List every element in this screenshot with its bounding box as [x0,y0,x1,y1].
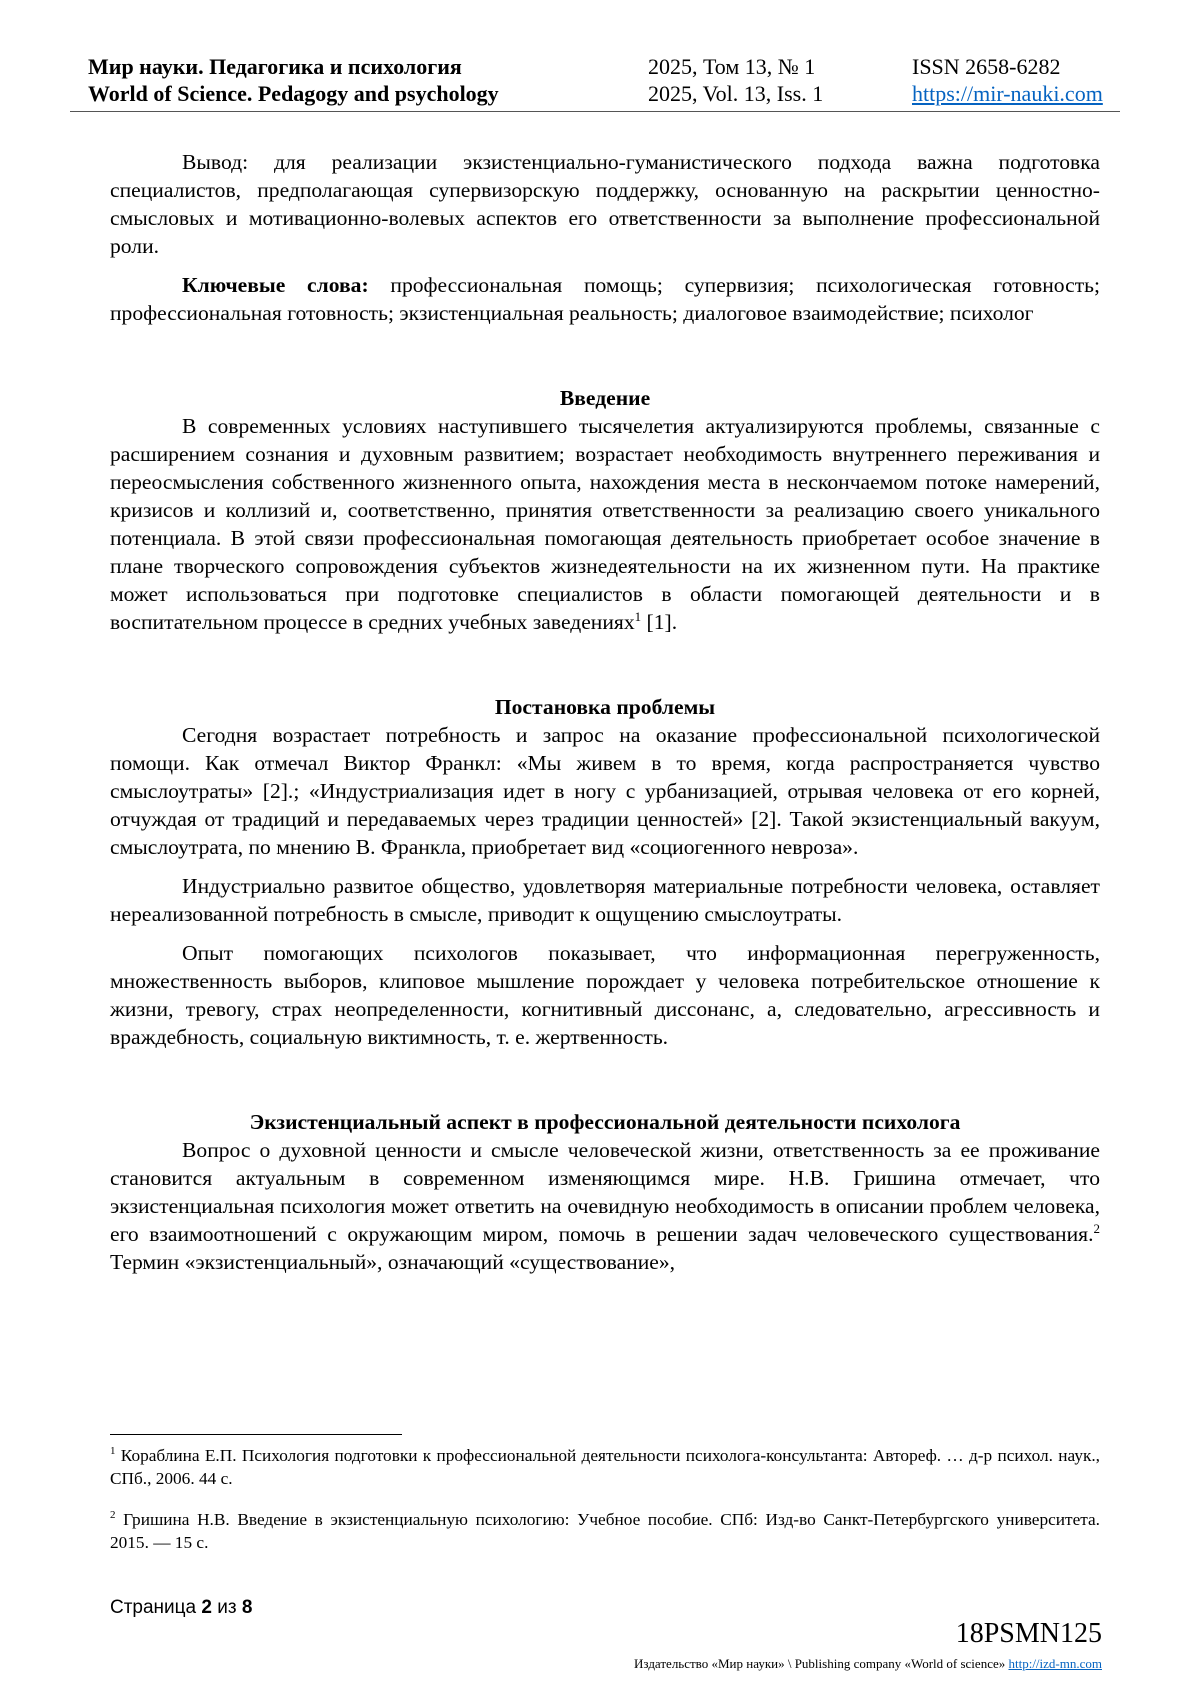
footnote-2 [110,1509,1100,1554]
publisher-line [634,1656,1102,1672]
section-title-intro: Введение [559,386,651,410]
footnote-text: Гришина Н.В. Введение в экзистенциальную психологию: Учебное пособие. СПб: Изд-во Санкт-Петербургского университета. 2015. — 15 с. [110,1510,1100,1552]
abstract-keywords [110,271,1100,327]
intro-text: В современных условиях наступившего тысячелетия актуализируются проблемы, связанные с расширением сознания и духовным развитием; возрастает необходимость внутреннего переживания и переосмысления собственного жизненного опыта, нахождения места в нескончаемом потоке намерений, кризисов и коллизий и, соответственно, принятия ответственности за реализацию своего уникального потенциала. В этой связи профессиональная помогающая деятельность приобретает особое значение в плане творческого сопровождения субъектов жизнедеятельности на их жизненном пути. На практике может использоваться при подготовке специалистов в области помогающей деятельности и в воспитательном процессе в средних учебных заведениях [110,414,1100,634]
publisher-url-link[interactable]: http://izd-mn.com [1008,1656,1102,1671]
footnote-number: 1 [110,1445,116,1458]
existential-text: Вопрос о духовной ценности и смысле человеческой жизни, ответственность за ее проживание становится актуальным в современном изменяющимся мире. Н.В. Гришина отмечает, что экзистенциальная психология может ответить на очевидную необходимость в описании проблем человека, его взаимоотношений с окружающим миром, помочь в решении задач человеческого существования. [110,1138,1100,1246]
abstract-conclusion: Вывод: для реализации экзистенциально-гуманистического подхода важна подготовка специалистов, предполагающая супервизорскую поддержку, основанную на раскрытии ценностно-смысловых и мотивационно-волевых аспектов его ответственности за выполнение профессиональной роли. [110,150,1100,258]
page-prefix: Страница [110,1597,202,1618]
problem-paragraph-1: Сегодня возрастает потребность и запрос на оказание профессиональной психологической помощи. Как отмечал Виктор Франкл: «Мы живем в то время, когда распространяется чувство смыслоутраты» [2].; «Индустриализация идет в ногу с урбанизацией, отрывая человека от его корней, отчуждая от традиций и передаваемых через традиции ценностей» [2]. Такой экзистенциальный вакуум, смыслоутрата, по мнению В. Франкла, приобретает вид «социогенного невроза». [110,723,1100,859]
article-code: 18PSMN125 [955,1618,1102,1649]
page-header [88,54,1118,114]
header-row-en [88,81,1118,109]
problem-paragraph-2: Индустриально развитое общество, удовлетворяя материальные потребности человека, оставляет нереализованной потребность в смысле, приводит к ощущению смыслоутраты. [110,874,1100,926]
footnote-text: Кораблина Е.П. Психология подготовки к профессиональной деятельности психолога-консультанта: Автореф. … д-р психол. наук., СПб., 2006. 44 с. [110,1446,1100,1488]
page-current: 2 [201,1597,212,1618]
issue-ru: 2025, Том 13, № 1 [648,54,816,79]
intro-paragraph [110,412,1100,636]
page-mid: из [211,1597,242,1618]
intro-citation: [1]. [641,610,678,634]
footnote-ref-1[interactable]: 1 [634,608,642,624]
section-title-problem: Постановка проблемы [494,695,716,719]
footnote-1 [110,1445,1100,1490]
existential-text-end: Термин «экзистенциальный», означающий «существование», [110,1250,676,1274]
page-total: 8 [241,1597,253,1618]
publisher-text: Издательство «Мир науки» \ Publishing company «World of science» [634,1656,1009,1671]
footnote-ref-2[interactable]: 2 [1093,1220,1100,1236]
header-divider [70,111,1120,112]
keywords-label: Ключевые слова: [182,273,369,297]
existential-paragraph [110,1136,1100,1276]
issn: ISSN 2658-6282 [912,54,1061,79]
article-body [110,148,1100,1276]
spacer [110,1051,1100,1108]
journal-title-ru: Мир науки. Педагогика и психология [88,54,462,79]
journal-url-link[interactable]: https://mir-nauki.com [912,81,1103,106]
page-number [110,1597,252,1619]
problem-paragraph-3: Опыт помогающих психологов показывает, что информационная перегруженность, множественность выборов, клиповое мышление порождает у человека потребительское отношение к жизни, тревогу, страх неопределенности, когнитивный диссонанс, а, следовательно, агрессивность и враждебность, социальную виктимность, т. е. жертвенность. [110,941,1100,1049]
header-row-ru [88,54,1118,82]
issue-en: 2025, Vol. 13, Iss. 1 [648,81,824,106]
footnote-divider [110,1434,402,1435]
keywords-list: профессиональная помощь; супервизия; психологическая готовность; профессиональная готовность; экзистенциальная реальность; диалоговое взаимодействие; психолог [110,273,1101,325]
spacer [110,327,1100,384]
journal-title-en: World of Science. Pedagogy and psychology [88,81,499,106]
section-title-existential: Экзистенциальный аспект в профессиональной деятельности психолога [249,1110,961,1134]
spacer [110,636,1100,693]
footnote-number: 2 [110,1509,116,1522]
